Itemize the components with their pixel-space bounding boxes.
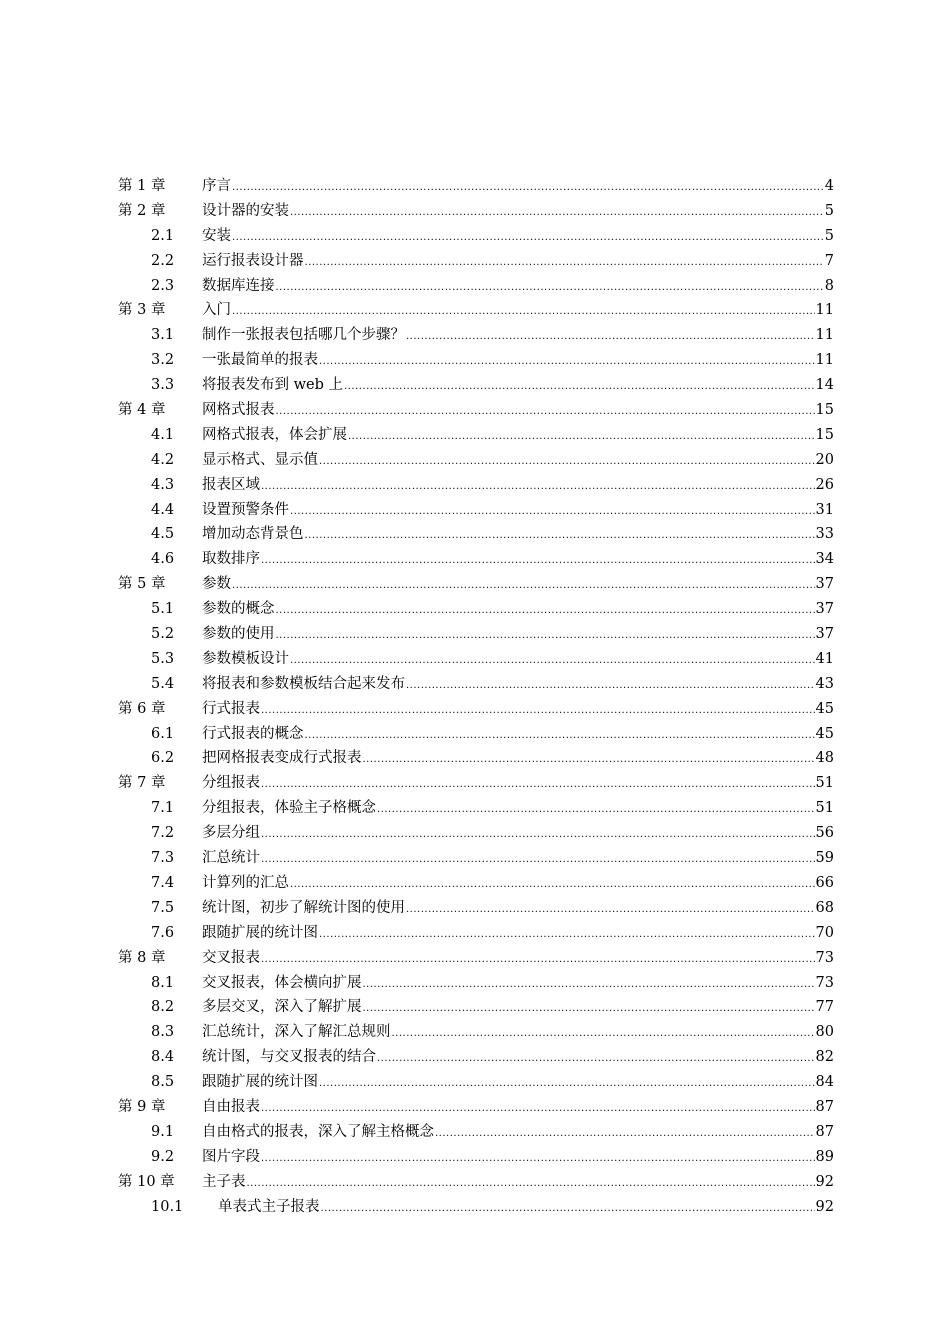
toc-entry-page-number: 37 — [815, 626, 834, 643]
table-of-contents — [118, 174, 834, 1219]
toc-entry-title: 汇总统计 — [202, 850, 260, 867]
dot-leader — [261, 1097, 815, 1122]
toc-entry-page-number: 45 — [815, 700, 834, 717]
toc-chapter-entry[interactable] — [118, 771, 834, 796]
toc-entry-page-number: 5 — [824, 202, 834, 219]
toc-entry-number: 8.1 — [151, 974, 175, 991]
toc-entry-number: 8.5 — [151, 1074, 175, 1091]
toc-section-entry[interactable] — [118, 796, 834, 821]
toc-section-entry[interactable] — [118, 1020, 834, 1045]
toc-entry-number: 7.2 — [151, 825, 175, 842]
toc-entry-title: 行式报表 — [202, 700, 260, 717]
toc-section-entry[interactable] — [118, 522, 834, 547]
toc-entry-number: 5.2 — [151, 626, 175, 643]
toc-entry-title: 跟随扩展的统计图 — [202, 1074, 318, 1091]
toc-entry-title: 参数的使用 — [202, 626, 275, 643]
toc-entry-page-number: 45 — [815, 725, 834, 742]
toc-entry-page-number: 77 — [815, 999, 834, 1016]
toc-entry-title: 统计图，初步了解统计图的使用 — [202, 899, 405, 916]
toc-section-entry[interactable] — [118, 821, 834, 846]
toc-entry-page-number: 87 — [815, 1098, 834, 1115]
toc-section-entry[interactable] — [118, 896, 834, 921]
toc-entry-number: 7.1 — [151, 800, 175, 817]
toc-section-entry[interactable] — [118, 547, 834, 572]
toc-entry-title: 交叉报表 — [202, 949, 260, 966]
toc-entry-number: 第 9 章 — [118, 1098, 166, 1115]
toc-entry-page-number: 26 — [815, 476, 834, 493]
dot-leader — [261, 848, 815, 873]
toc-section-entry[interactable] — [118, 448, 834, 473]
dot-leader — [261, 549, 815, 574]
toc-entry-number: 2.3 — [151, 277, 175, 294]
toc-chapter-entry[interactable] — [118, 697, 834, 722]
toc-entry-number: 5.4 — [151, 675, 175, 692]
toc-entry-title: 报表区域 — [202, 476, 260, 493]
toc-entry-page-number: 20 — [815, 451, 834, 468]
toc-entry-title: 交叉报表，体会横向扩展 — [202, 974, 362, 991]
toc-entry-page-number: 37 — [815, 576, 834, 593]
toc-entry-title: 图片字段 — [202, 1148, 260, 1165]
toc-entry-number: 7.5 — [151, 899, 175, 916]
dot-leader — [305, 724, 815, 749]
toc-entry-page-number: 11 — [815, 352, 834, 369]
toc-entry-page-number: 51 — [815, 775, 834, 792]
toc-section-entry[interactable] — [118, 995, 834, 1020]
dot-leader — [319, 1072, 815, 1097]
toc-entry-page-number: 80 — [815, 1024, 834, 1041]
toc-entry-number: 8.3 — [151, 1024, 175, 1041]
toc-section-entry[interactable] — [118, 249, 834, 274]
dot-leader — [319, 450, 815, 475]
toc-section-entry[interactable] — [118, 921, 834, 946]
dot-leader — [435, 1122, 815, 1147]
dot-leader — [261, 699, 815, 724]
toc-entry-page-number: 37 — [815, 601, 834, 618]
dot-leader — [406, 674, 815, 699]
dot-leader — [290, 649, 815, 674]
toc-entry-title: 显示格式、显示值 — [202, 451, 318, 468]
toc-entry-number: 第 3 章 — [118, 302, 166, 319]
toc-entry-title: 一张最简单的报表 — [202, 352, 318, 369]
toc-section-entry[interactable] — [118, 473, 834, 498]
dot-leader — [363, 748, 815, 773]
toc-entry-number: 4.5 — [151, 526, 175, 543]
toc-section-entry[interactable] — [118, 1195, 834, 1220]
toc-section-entry[interactable] — [118, 373, 834, 398]
toc-section-entry[interactable] — [118, 622, 834, 647]
toc-chapter-entry[interactable] — [118, 398, 834, 423]
toc-chapter-entry[interactable] — [118, 1170, 834, 1195]
toc-entry-page-number: 89 — [815, 1148, 834, 1165]
toc-entry-title: 主子表 — [202, 1173, 246, 1190]
toc-entry-number: 4.2 — [151, 451, 175, 468]
toc-section-entry[interactable] — [118, 1145, 834, 1170]
toc-section-entry[interactable] — [118, 323, 834, 348]
toc-chapter-entry[interactable] — [118, 199, 834, 224]
dot-leader — [319, 350, 815, 375]
dot-leader — [406, 325, 815, 350]
toc-entry-number: 3.3 — [151, 377, 175, 394]
toc-entry-number: 2.2 — [151, 252, 175, 269]
toc-entry-number: 6.2 — [151, 750, 175, 767]
toc-entry-title: 自由格式的报表，深入了解主格概念 — [202, 1123, 434, 1140]
toc-entry-title: 数据库连接 — [202, 277, 275, 294]
toc-chapter-entry[interactable] — [118, 572, 834, 597]
toc-chapter-entry[interactable] — [118, 1095, 834, 1120]
toc-chapter-entry[interactable] — [118, 946, 834, 971]
toc-entry-title: 单表式主子报表 — [218, 1198, 320, 1215]
toc-entry-page-number: 15 — [815, 426, 834, 443]
toc-entry-title: 把网格报表变成行式报表 — [202, 750, 362, 767]
toc-entry-title: 制作一张报表包括哪几个步骤？ — [202, 327, 405, 344]
toc-entry-page-number: 70 — [815, 924, 834, 941]
toc-entry-page-number: 73 — [815, 974, 834, 991]
toc-entry-number: 6.1 — [151, 725, 175, 742]
toc-entry-title: 设计器的安装 — [202, 202, 289, 219]
toc-section-entry[interactable] — [118, 1045, 834, 1070]
toc-entry-page-number: 4 — [824, 178, 834, 194]
toc-entry-page-number: 92 — [815, 1198, 834, 1215]
dot-leader — [261, 1147, 815, 1172]
dot-leader — [232, 226, 824, 251]
toc-section-entry[interactable] — [118, 274, 834, 299]
toc-entry-page-number: 92 — [815, 1173, 834, 1190]
toc-entry-title: 入门 — [202, 302, 231, 319]
dot-leader — [232, 574, 815, 599]
toc-entry-page-number: 59 — [815, 850, 834, 867]
toc-entry-number: 第 10 章 — [118, 1173, 175, 1190]
dot-leader — [363, 997, 815, 1022]
toc-section-entry[interactable] — [118, 224, 834, 249]
toc-entry-title: 多层交叉，深入了解扩展 — [202, 999, 362, 1016]
toc-entry-page-number: 15 — [815, 402, 834, 419]
toc-entry-page-number: 68 — [815, 899, 834, 916]
dot-leader — [261, 773, 815, 798]
toc-chapter-entry[interactable] — [118, 174, 834, 199]
toc-entry-page-number: 11 — [815, 302, 834, 319]
toc-entry-title: 多层分组 — [202, 825, 260, 842]
toc-entry-number: 4.3 — [151, 476, 175, 493]
toc-entry-page-number: 8 — [824, 277, 834, 294]
toc-entry-page-number: 82 — [815, 1049, 834, 1066]
dot-leader — [363, 973, 815, 998]
toc-entry-number: 7.3 — [151, 850, 175, 867]
dot-leader — [290, 873, 815, 898]
toc-entry-page-number: 41 — [815, 650, 834, 667]
toc-entry-page-number: 5 — [824, 227, 834, 244]
toc-entry-page-number: 31 — [815, 501, 834, 518]
toc-entry-page-number: 73 — [815, 949, 834, 966]
toc-entry-title: 分组报表，体验主子格概念 — [202, 800, 376, 817]
toc-entry-title: 计算列的汇总 — [202, 874, 289, 891]
toc-entry-page-number: 48 — [815, 750, 834, 767]
toc-entry-number: 8.2 — [151, 999, 175, 1016]
toc-section-entry[interactable] — [118, 672, 834, 697]
dot-leader — [232, 300, 815, 325]
toc-section-entry[interactable] — [118, 498, 834, 523]
toc-entry-title: 参数模板设计 — [202, 650, 289, 667]
toc-entry-title: 自由报表 — [202, 1098, 260, 1115]
toc-entry-title: 统计图，与交叉报表的结合 — [202, 1049, 376, 1066]
toc-entry-title: 序言 — [202, 178, 231, 194]
toc-section-entry[interactable] — [118, 746, 834, 771]
toc-entry-number: 2.1 — [151, 227, 175, 244]
toc-entry-number: 4.6 — [151, 551, 175, 568]
dot-leader — [406, 898, 815, 923]
toc-entry-number: 第 1 章 — [118, 178, 166, 194]
toc-entry-number: 7.4 — [151, 874, 175, 891]
toc-entry-page-number: 11 — [815, 327, 834, 344]
toc-section-entry[interactable] — [118, 871, 834, 896]
toc-entry-number: 7.6 — [151, 924, 175, 941]
toc-section-entry[interactable] — [118, 722, 834, 747]
dot-leader — [348, 425, 815, 450]
toc-entry-number: 第 5 章 — [118, 576, 166, 593]
toc-section-entry[interactable] — [118, 597, 834, 622]
toc-entry-title: 参数的概念 — [202, 601, 275, 618]
toc-entry-title: 分组报表 — [202, 775, 260, 792]
dot-leader — [232, 176, 824, 201]
toc-entry-number: 8.4 — [151, 1049, 175, 1066]
toc-entry-number: 10.1 — [151, 1198, 184, 1215]
toc-entry-title: 将报表和参数模板结合起来发布 — [202, 675, 405, 692]
dot-leader — [377, 798, 815, 823]
dot-leader — [344, 375, 815, 400]
toc-entry-page-number: 56 — [815, 825, 834, 842]
dot-leader — [290, 500, 815, 525]
toc-section-entry[interactable] — [118, 846, 834, 871]
toc-entry-page-number: 84 — [815, 1074, 834, 1091]
dot-leader — [276, 624, 815, 649]
dot-leader — [276, 599, 815, 624]
toc-entry-title: 安装 — [202, 227, 231, 244]
toc-entry-number: 第 4 章 — [118, 402, 166, 419]
toc-entry-number: 9.1 — [151, 1123, 175, 1140]
toc-entry-page-number: 43 — [815, 675, 834, 692]
toc-entry-title: 行式报表的概念 — [202, 725, 304, 742]
dot-leader — [321, 1197, 815, 1222]
toc-section-entry[interactable] — [118, 1070, 834, 1095]
toc-entry-number: 第 7 章 — [118, 775, 166, 792]
toc-section-entry[interactable] — [118, 423, 834, 448]
dot-leader — [261, 475, 815, 500]
toc-section-entry[interactable] — [118, 971, 834, 996]
toc-entry-page-number: 14 — [815, 377, 834, 394]
toc-entry-number: 4.1 — [151, 426, 175, 443]
dot-leader — [377, 1047, 815, 1072]
toc-entry-page-number: 66 — [815, 874, 834, 891]
dot-leader — [305, 524, 815, 549]
toc-entry-page-number: 33 — [815, 526, 834, 543]
toc-entry-title: 运行报表设计器 — [202, 252, 304, 269]
toc-entry-number: 5.1 — [151, 601, 175, 618]
dot-leader — [319, 923, 815, 948]
toc-entry-title: 将报表发布到 web 上 — [202, 377, 343, 394]
toc-section-entry[interactable] — [118, 348, 834, 373]
toc-entry-number: 第 2 章 — [118, 202, 166, 219]
toc-entry-page-number: 51 — [815, 800, 834, 817]
toc-entry-page-number: 87 — [815, 1123, 834, 1140]
toc-entry-title: 设置预警条件 — [202, 501, 289, 518]
toc-entry-number: 3.2 — [151, 352, 175, 369]
dot-leader — [261, 948, 815, 973]
dot-leader — [276, 400, 815, 425]
toc-entry-title: 网格式报表，体会扩展 — [202, 426, 347, 443]
toc-entry-number: 5.3 — [151, 650, 175, 667]
toc-entry-page-number: 34 — [815, 551, 834, 568]
toc-entry-title: 参数 — [202, 576, 231, 593]
toc-entry-title: 汇总统计，深入了解汇总规则 — [202, 1024, 391, 1041]
toc-section-entry[interactable] — [118, 647, 834, 672]
toc-entry-title: 取数排序 — [202, 551, 260, 568]
toc-entry-number: 第 8 章 — [118, 949, 166, 966]
dot-leader — [247, 1172, 815, 1197]
dot-leader — [305, 251, 824, 276]
dot-leader — [290, 201, 824, 226]
dot-leader — [392, 1022, 815, 1047]
dot-leader — [276, 276, 824, 301]
toc-entry-title: 跟随扩展的统计图 — [202, 924, 318, 941]
toc-entry-number: 第 6 章 — [118, 700, 166, 717]
toc-entry-number: 3.1 — [151, 327, 175, 344]
toc-chapter-entry[interactable] — [118, 298, 834, 323]
toc-section-entry[interactable] — [118, 1120, 834, 1145]
toc-entry-title: 网格式报表 — [202, 402, 275, 419]
dot-leader — [261, 823, 815, 848]
toc-entry-page-number: 7 — [824, 252, 834, 269]
toc-entry-number: 4.4 — [151, 501, 175, 518]
toc-entry-number: 9.2 — [151, 1148, 175, 1165]
toc-entry-title: 增加动态背景色 — [202, 526, 304, 543]
